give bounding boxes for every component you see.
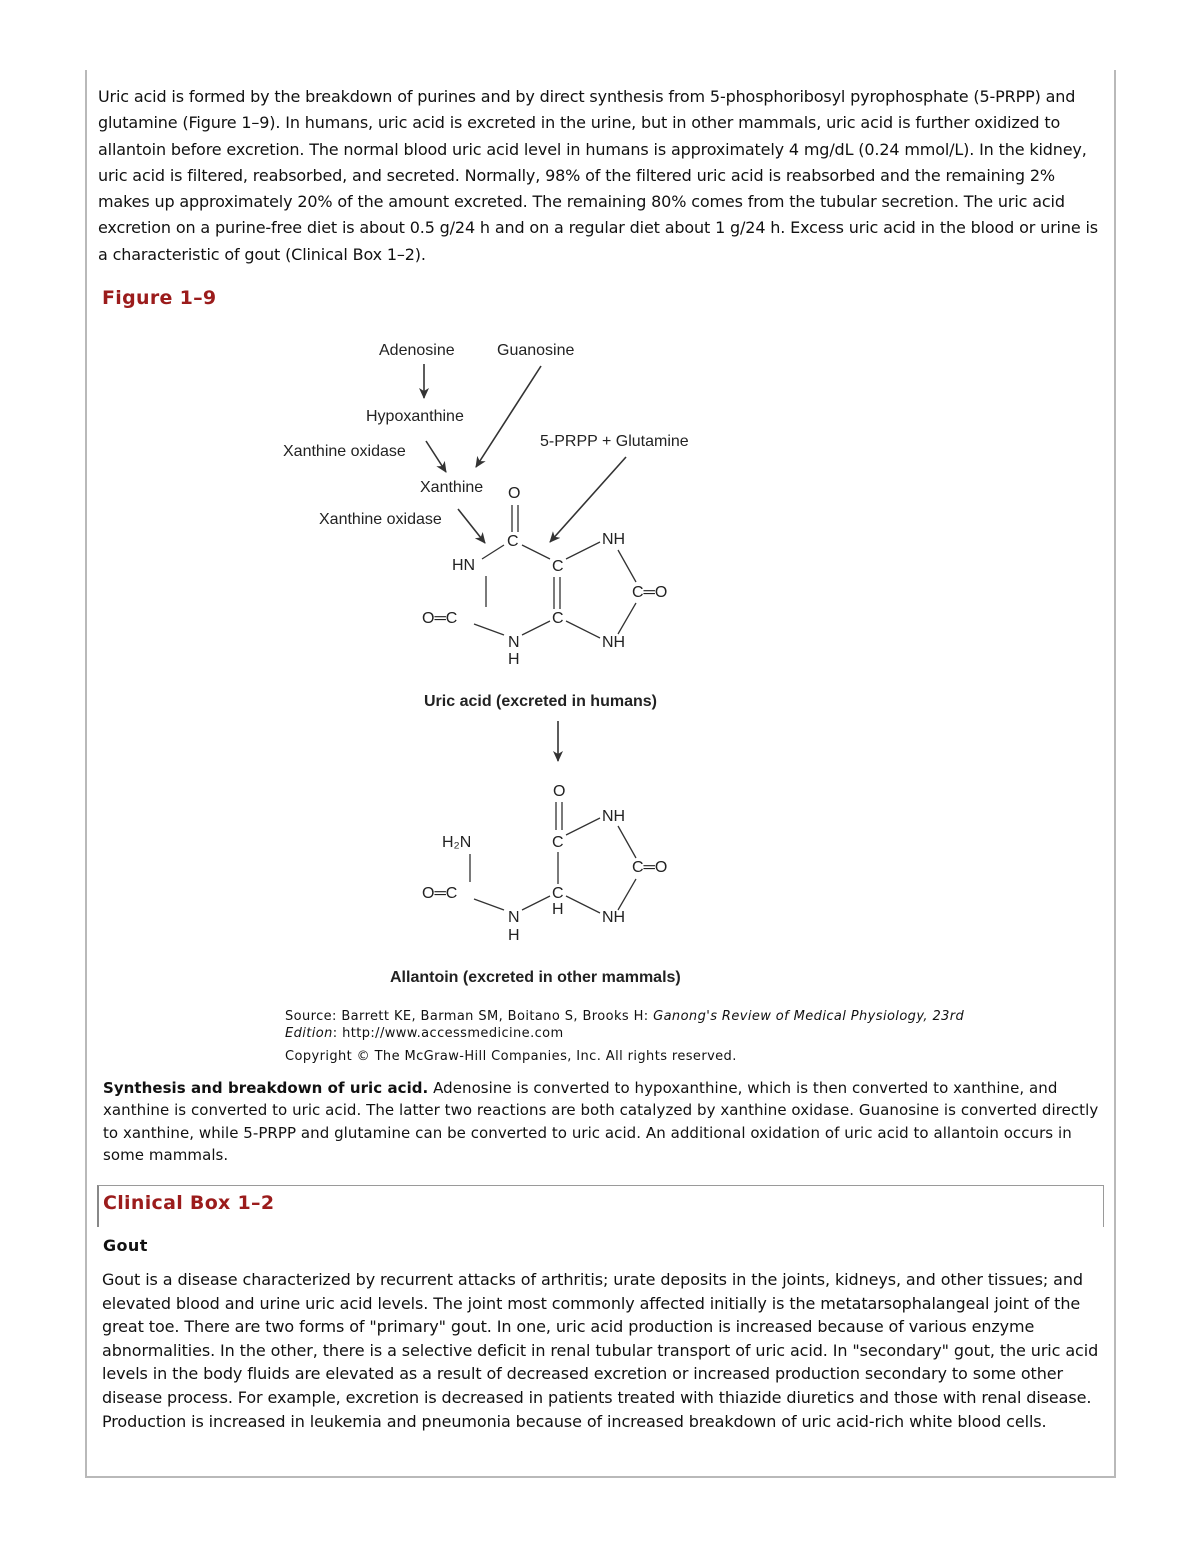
prpp-glutamine-label: 5-PRPP + Glutamine	[540, 433, 689, 450]
allantoin-h2n: H₂N	[442, 834, 472, 851]
source-url: : http://www.accessmedicine.com	[332, 1026, 564, 1041]
allantoin-o-top: O	[553, 783, 566, 800]
allantoin-nh-top: NH	[602, 808, 626, 825]
figure-source	[285, 1008, 985, 1042]
xanthine-label: Xanthine	[420, 479, 484, 496]
arrow-prpp-uric	[550, 457, 626, 542]
uric-o-c-left: O═C	[422, 610, 458, 627]
allantoin-h-lower: H	[552, 901, 564, 918]
hypoxanthine-label: Hypoxanthine	[366, 408, 464, 425]
adenosine-label: Adenosine	[379, 342, 455, 359]
allantoin-n-bottom: N	[508, 909, 520, 926]
allantoin-c-lower: C	[552, 885, 564, 902]
uric-c-o-right: C═O	[632, 584, 668, 601]
allantoin-caption: Allantoin (excreted in other mammals)	[390, 969, 681, 986]
caption-text: Adenosine is converted to hypoxanthine, which is then converted to xanthine, and xanthine is converted to uric acid. The latter two reactions are both catalyzed by xanthine oxidase. Guanosine is converted directly to xanthine, while 5-PRPP and glutamine can be converted to uric acid. An additional oxidation of uric acid to allantoin occurs in some mammals.	[103, 1079, 1099, 1164]
guanosine-label: Guanosine	[497, 342, 575, 359]
uric-nh-right-top: NH	[602, 531, 626, 548]
uric-o-top: O	[508, 485, 521, 502]
uric-n-bottom: N	[508, 634, 520, 651]
source-prefix: Source: Barrett KE, Barman SM, Boitano S, Brooks H:	[285, 1009, 654, 1024]
arrow-hypoxanthine-xanthine	[426, 441, 446, 472]
uric-c4: C	[552, 558, 564, 575]
clinical-box-subtitle: Gout	[103, 1236, 148, 1255]
clinical-box-body: Gout is a disease characterized by recurrent attacks of arthritis; urate deposits in the joints, kidneys, and other tissues; and elevated blood and urine uric acid levels. The joint most commonly affected initially is the metatarsophalangeal joint of the great toe. There are two forms of "primary" gout. In one, uric acid production is increased because of various enzyme abnormalities. In the other, there is a selective deficit in renal tubular transport of uric acid. In "secondary" gout, the uric acid levels in the body fluids are elevated as a result of decreased excretion or increased production secondary to some other disease process. For example, excretion is decreased in patients treated with thiazide diuretics and those with renal disease. Production is increased in leukemia and pneumonia because of increased breakdown of uric acid-rich white blood cells.	[102, 1270, 1099, 1431]
uric-nh-right-bottom: NH	[602, 634, 626, 651]
uric-h-bottom: H	[508, 651, 520, 668]
caption-title: Synthesis and breakdown of uric acid.	[103, 1079, 429, 1097]
uric-c5: C	[552, 610, 564, 627]
figure-title: Figure 1–9	[102, 287, 217, 309]
allantoin-c-upper: C	[552, 834, 564, 851]
allantoin-o-c-left: O═C	[422, 885, 458, 902]
uric-hn-left: HN	[452, 557, 476, 574]
intro-paragraph: Uric acid is formed by the breakdown of purines and by direct synthesis from 5-phosphoribosyl pyrophosphate (5-PRPP) and glutamine (Figure 1–9). In humans, uric acid is excreted in the urine, but in other mammals, uric acid is further oxidized to allantoin before excretion. The normal blood uric acid level in humans is approximately 4 mg/dL (0.24 mmol/L). In the kidney, uric acid is filtered, reabsorbed, and secreted. Normally, 98% of the filtered uric acid is reabsorbed and the remaining 2% makes up approximately 20% of the amount excreted. The remaining 80% comes from the tubular secretion. The uric acid excretion on a purine-free diet is about 0.5 g/24 h and on a regular diet about 1 g/24 h. Excess uric acid in the blood or urine is a characteristic of gout (Clinical Box 1–2).	[98, 87, 1098, 264]
uric-acid-pathway-diagram	[260, 320, 780, 1000]
allantoin-c-o-right: C═O	[632, 859, 668, 876]
allantoin-h-bottom: H	[508, 927, 520, 944]
copyright-notice: Copyright © The McGraw-Hill Companies, Inc. All rights reserved.	[285, 1049, 737, 1064]
uric-acid-caption: Uric acid (excreted in humans)	[424, 693, 657, 710]
xanthine-oxidase-label-1: Xanthine oxidase	[283, 443, 406, 460]
arrow-guanosine-xanthine	[476, 366, 541, 467]
uric-c2: C	[507, 533, 519, 550]
figure-caption	[103, 1077, 1103, 1166]
arrow-xanthine-uric	[458, 509, 485, 543]
allantoin-nh-bottom: NH	[602, 909, 626, 926]
source-book-title: Ganong's Review of Medical Physiology, 23rd Edition	[285, 1009, 965, 1041]
clinical-box-title: Clinical Box 1–2	[103, 1192, 275, 1214]
xanthine-oxidase-label-2: Xanthine oxidase	[319, 511, 442, 528]
